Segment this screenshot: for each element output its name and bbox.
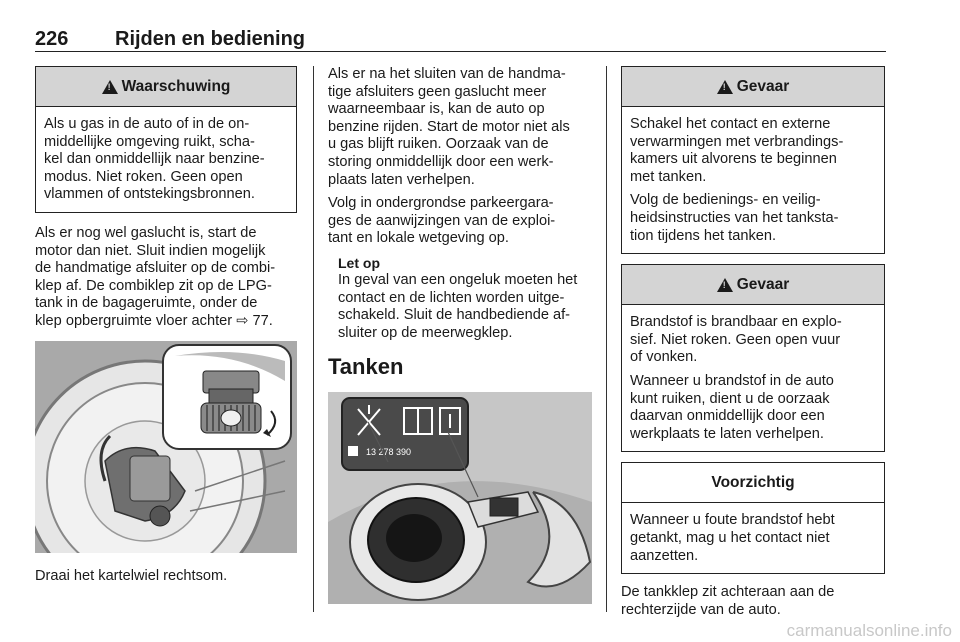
text-line: tion tijdens het tanken. bbox=[630, 227, 777, 244]
text-line: Als er nog wel gaslucht is, start de bbox=[35, 224, 257, 241]
text-line: De tankklep zit achteraan aan de bbox=[621, 584, 835, 601]
watermark: carmanualsonline.info bbox=[786, 621, 952, 640]
page-reference-arrow-icon: ⇨ bbox=[236, 312, 249, 329]
column-left bbox=[35, 66, 297, 585]
column-right bbox=[621, 66, 885, 619]
danger-text bbox=[622, 305, 884, 451]
danger-box-ignition bbox=[621, 66, 885, 254]
gas-smell-paragraph bbox=[35, 225, 297, 331]
warning-title: Waarschuwing bbox=[121, 77, 231, 95]
warning-box bbox=[35, 66, 297, 213]
text-line: Wanneer u brandstof in de auto bbox=[630, 372, 834, 389]
column-divider bbox=[606, 66, 607, 612]
knurled-wheel-illustration bbox=[35, 341, 297, 553]
label-part-number: 13 278 390 bbox=[366, 447, 412, 458]
section-title: Rijden en bediening bbox=[115, 28, 306, 50]
text-line: contact en de lichten worden uitge- bbox=[338, 289, 565, 306]
note-title: Let op bbox=[338, 254, 380, 271]
note-text bbox=[328, 272, 592, 342]
danger-text bbox=[622, 107, 884, 253]
text-line: met tanken. bbox=[630, 168, 707, 185]
text-line: verwarmingen met verbrandings- bbox=[630, 133, 844, 150]
fuel-filler-flap-illustration bbox=[328, 392, 592, 604]
text-line: In geval van een ongeluk moeten het bbox=[338, 271, 578, 288]
caution-title: Voorzichtig bbox=[711, 473, 795, 491]
caution-box-header bbox=[622, 463, 884, 503]
page-header bbox=[35, 28, 886, 52]
text-line: vlammen of ontstekingsbronnen. bbox=[44, 186, 255, 203]
text-line: de handmatige afsluiter op de combi- bbox=[35, 260, 276, 277]
text-line: klep opbergruimte vloer achter ⇨ 77. bbox=[35, 312, 273, 329]
refuelling-heading: Tanken bbox=[328, 354, 404, 380]
text-line: Als u gas in de auto of in de on- bbox=[44, 116, 250, 132]
text-line: modus. Niet roken. Geen open bbox=[44, 168, 243, 185]
text-line: werkplaats te laten verhelpen. bbox=[630, 425, 824, 442]
warning-text bbox=[36, 107, 296, 212]
warning-triangle-icon bbox=[102, 80, 118, 94]
text-line: sief. Niet roken. Geen open vuur bbox=[630, 331, 841, 348]
text-line: waarneembaar is, kan de auto op bbox=[328, 101, 545, 118]
text-line: Wanneer u foute brandstof hebt bbox=[630, 512, 835, 529]
text-line: klep af. De combiklep zit op de LPG- bbox=[35, 277, 272, 294]
fuel-flap-location-paragraph bbox=[621, 584, 885, 619]
text-line: daarvan onmiddellijk door een bbox=[630, 408, 825, 425]
warning-box-header bbox=[36, 67, 296, 107]
figure-caption: Draai het kartelwiel rechtsom. bbox=[35, 567, 228, 584]
danger-box-flammable bbox=[621, 264, 885, 452]
text-line: Als er na het sluiten van de handma- bbox=[328, 66, 566, 82]
text-line: plaats laten verhelpen. bbox=[328, 171, 475, 188]
fuel-flap-svg bbox=[328, 392, 592, 604]
text-line: benzine rijden. Start de motor niet als bbox=[328, 118, 570, 135]
page-reference-link[interactable]: 77. bbox=[252, 312, 273, 329]
text-line: schakeld. Sluit de handbediende af- bbox=[338, 307, 571, 324]
text-line: kel dan onmiddellijk naar benzine- bbox=[44, 151, 265, 168]
text-line: Volg in ondergrondse parkeergara- bbox=[328, 195, 554, 212]
danger-title: Gevaar bbox=[736, 275, 790, 293]
caution-box bbox=[621, 462, 885, 574]
text-line: of vonken. bbox=[630, 349, 698, 366]
text-line: rechterzijde van de auto. bbox=[621, 601, 781, 618]
text-line: getankt, mag u het contact niet bbox=[630, 529, 830, 546]
danger-title: Gevaar bbox=[736, 77, 790, 95]
parking-garage-paragraph bbox=[328, 195, 592, 248]
text-line: tank in de bagageruimte, onder de bbox=[35, 295, 258, 312]
column-divider bbox=[313, 66, 314, 612]
text-line: middellijke omgeving ruikt, scha- bbox=[44, 133, 255, 150]
danger-box-header bbox=[622, 265, 884, 305]
text-line: Brandstof is brandbaar en explo- bbox=[630, 314, 842, 331]
text-line: heidsinstructies van het tanksta- bbox=[630, 209, 839, 226]
text-line: kamers uit alvorens te beginnen bbox=[630, 151, 837, 168]
text-line: tige afsluiters geen gaslucht meer bbox=[328, 83, 547, 100]
text-line: Schakel het contact en externe bbox=[630, 116, 831, 132]
danger-triangle-icon bbox=[717, 80, 733, 94]
text-line: sluiter op de meerwegklep. bbox=[338, 324, 513, 341]
page-number: 226 bbox=[35, 28, 69, 50]
valve-illustration-svg bbox=[35, 341, 297, 553]
text-line: Volg de bedienings- en veilig- bbox=[630, 192, 821, 209]
text-line: kunt ruiken, dient u de oorzaak bbox=[630, 390, 830, 407]
column-middle bbox=[328, 66, 592, 604]
danger-box-header bbox=[622, 67, 884, 107]
text-line: storing onmiddellijk door een werk- bbox=[328, 153, 554, 170]
text-line: aanzetten. bbox=[630, 547, 699, 564]
text-line: ges de aanwijzingen van de exploi- bbox=[328, 212, 556, 229]
danger-triangle-icon bbox=[717, 278, 733, 292]
text-line: tant en lokale wetgeving op. bbox=[328, 230, 509, 247]
text-line: u gas blijft ruiken. Oorzaak van de bbox=[328, 136, 549, 153]
caution-text bbox=[622, 503, 884, 573]
text-line: motor dan niet. Sluit indien mogelijk bbox=[35, 242, 266, 259]
gas-closed-paragraph bbox=[328, 66, 592, 189]
